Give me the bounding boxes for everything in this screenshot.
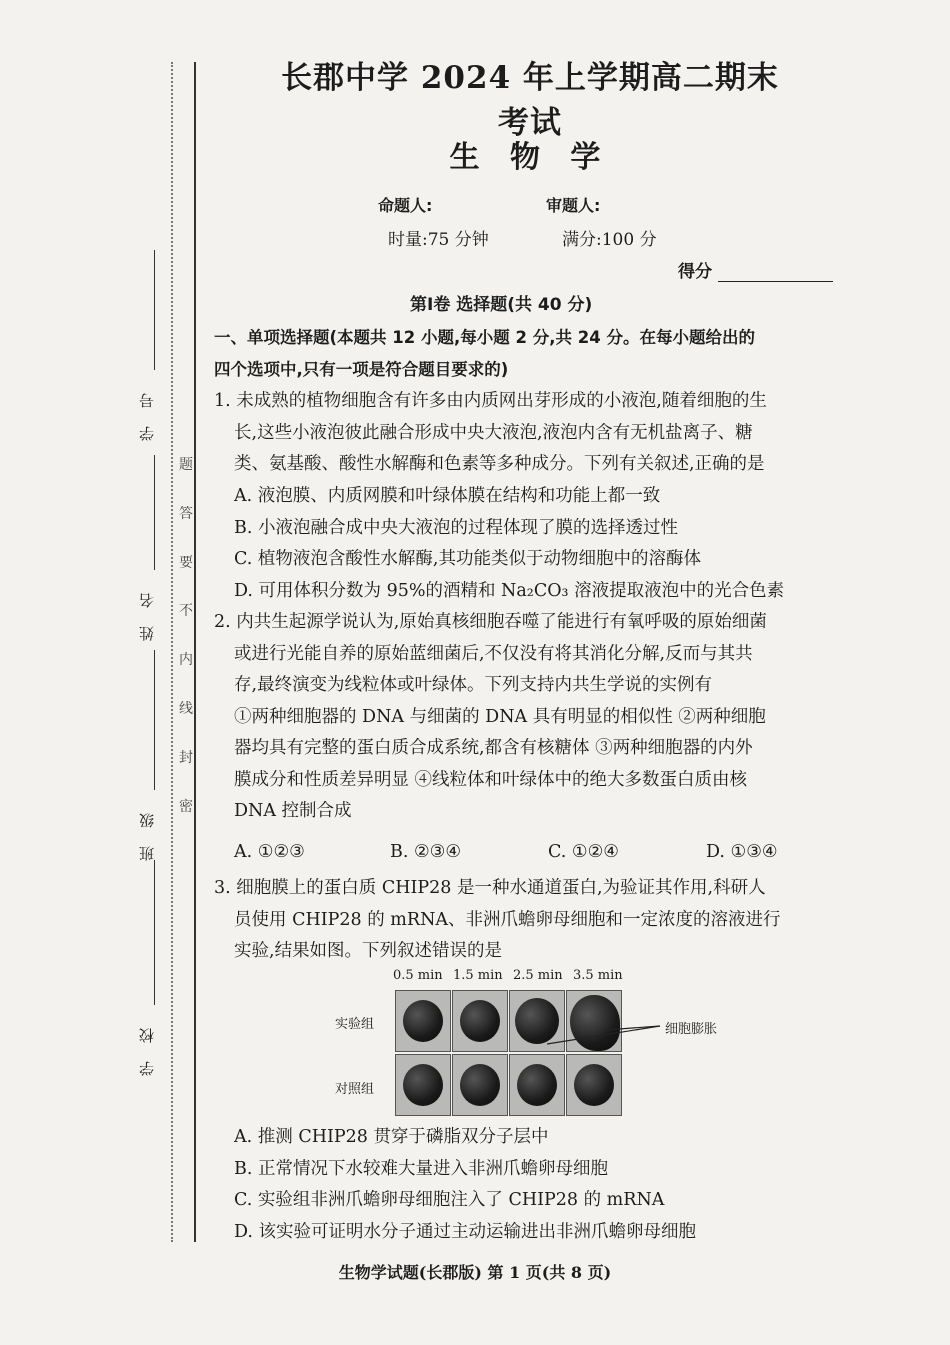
page-footer: 生物学试题(长郡版) 第 1 页(共 8 页) [338,1263,612,1282]
instruction-line: 一、单项选择题(本题共 12 小题,每小题 2 分,共 24 分。在每小题给出的 [214,328,755,347]
stem-line: ①两种细胞器的 DNA 与细菌的 DNA 具有明显的相似性 ②两种细胞 [234,706,766,727]
option-b[interactable]: B. 正常情况下水较难大量进入非洲爪蟾卵母细胞 [234,1158,608,1179]
stem-line: 3. 细胞膜上的蛋白质 CHIP28 是一种水通道蛋白,为验证其作用,科研人 [214,878,766,898]
seal-char: 内 [179,652,193,669]
section-heading: 第Ⅰ卷 选择题(共 40 分) [410,295,593,315]
option-c[interactable]: C. 实验组非洲爪蟾卵母细胞注入了 CHIP28 的 mRNA [234,1190,665,1210]
question-3-options [234,1122,696,1248]
time-label: 2.5 min [513,968,563,983]
school-label: 学校 [138,1010,156,1076]
name-blank[interactable] [154,455,155,570]
stem-line: 膜成分和性质差异明显 ④线粒体和叶绿体中的绝大多数蛋白质由核 [234,769,748,790]
student-id-blank[interactable] [154,250,155,370]
time-label: 1.5 min [453,968,503,983]
option-d[interactable]: D. 该实验可证明水分子通过主动运输进出非洲爪蟾卵母细胞 [234,1221,697,1242]
class-label: 班级 [138,795,156,861]
control-group-label: 对照组 [335,1082,375,1097]
question-2-stem [214,607,767,828]
stem-line: 存,最终演变为线粒体或叶绿体。下列支持内共生学说的实例有 [234,675,713,695]
stem-line: 2. 内共生起源学说认为,原始真核细胞吞噬了能进行有氧呼吸的原始细菌 [214,612,767,632]
callout-line [547,1026,660,1044]
seal-char: 要 [179,554,193,571]
reviewer-label: 审题人: [546,196,601,215]
stem-line: 实验,结果如图。下列叙述错误的是 [234,941,503,961]
option-a[interactable]: A. 推测 CHIP28 贯穿于磷脂双分子层中 [234,1127,549,1147]
q2-option-d[interactable]: D. ①③④ [706,842,778,862]
question-3-stem [214,873,781,968]
time-label: 3.5 min [573,968,623,983]
q2-option-b[interactable]: B. ②③④ [390,842,462,862]
question-1-stem [214,386,767,481]
stem-line: 类、氨基酸、酸性水解酶和色素等多种成分。下列有关叙述,正确的是 [234,454,765,474]
option-c[interactable]: C. 植物液泡含酸性水解酶,其功能类似于动物细胞中的溶酶体 [234,549,701,569]
callout-line [605,1026,660,1030]
question-1-options [234,481,784,607]
stem-line: 1. 未成熟的植物细胞含有许多由内质网出芽形成的小液泡,随着细胞的生 [214,391,767,411]
full-score: 满分:100 分 [562,230,657,250]
q2-option-a[interactable]: A. ①②③ [234,842,305,862]
callout-lines [335,968,875,1118]
seal-char: 封 [179,749,193,766]
seal-char: 密 [179,798,193,815]
stem-line: DNA 控制合成 [234,801,352,821]
seal-char: 题 [179,457,193,473]
score-field [678,257,833,282]
part-instructions [214,322,755,385]
score-blank[interactable] [718,263,833,282]
school-blank[interactable] [154,860,155,1005]
oocyte-figure [335,968,875,1118]
subject-title: 生 物 学 [449,140,611,175]
option-d[interactable]: D. 可用体积分数为 95%的酒精和 Na₂CO₃ 溶液提取液泡中的光合色素 [234,580,785,601]
student-id-label: 学号 [138,375,156,441]
experimental-group-label: 实验组 [335,1017,375,1032]
q2-option-c[interactable]: C. ①②④ [548,842,619,862]
stem-line: 器均具有完整的蛋白质合成系统,都含有核糖体 ③两种细胞器的内外 [234,738,753,758]
class-blank[interactable] [154,650,155,790]
seal-char: 答 [179,505,193,522]
stem-line: 长,这些小液泡彼此融合形成中央大液泡,液泡内含有无机盐离子、糖 [234,422,753,443]
author-label: 命题人: [378,196,433,215]
seal-char: 线 [179,700,193,717]
time-limit: 时量:75 分钟 [388,230,489,250]
time-label: 0.5 min [393,968,443,983]
cut-line-dotted [171,62,173,1242]
stem-line: 或进行光能自养的原始蓝细菌后,不仅没有将其消化分解,反而与其共 [234,643,753,664]
name-label: 姓名 [138,575,156,641]
binding-margin [0,0,200,1345]
option-a[interactable]: A. 液泡膜、内质网膜和叶绿体膜在结构和功能上都一致 [234,486,661,506]
exam-title: 长郡中学 2024 年上学期高二期末考试 [281,60,779,141]
seal-warning [176,455,196,845]
instruction-line: 四个选项中,只有一项是符合题目要求的) [214,359,509,379]
seal-char: 不 [179,603,193,620]
swelling-callout: 细胞膨胀 [665,1022,718,1037]
stem-line: 员使用 CHIP28 的 mRNA、非洲爪蟾卵母细胞和一定浓度的溶液进行 [234,909,781,930]
option-b[interactable]: B. 小液泡融合成中央大液泡的过程体现了膜的选择透过性 [234,517,678,538]
score-label: 得分 [678,262,712,282]
